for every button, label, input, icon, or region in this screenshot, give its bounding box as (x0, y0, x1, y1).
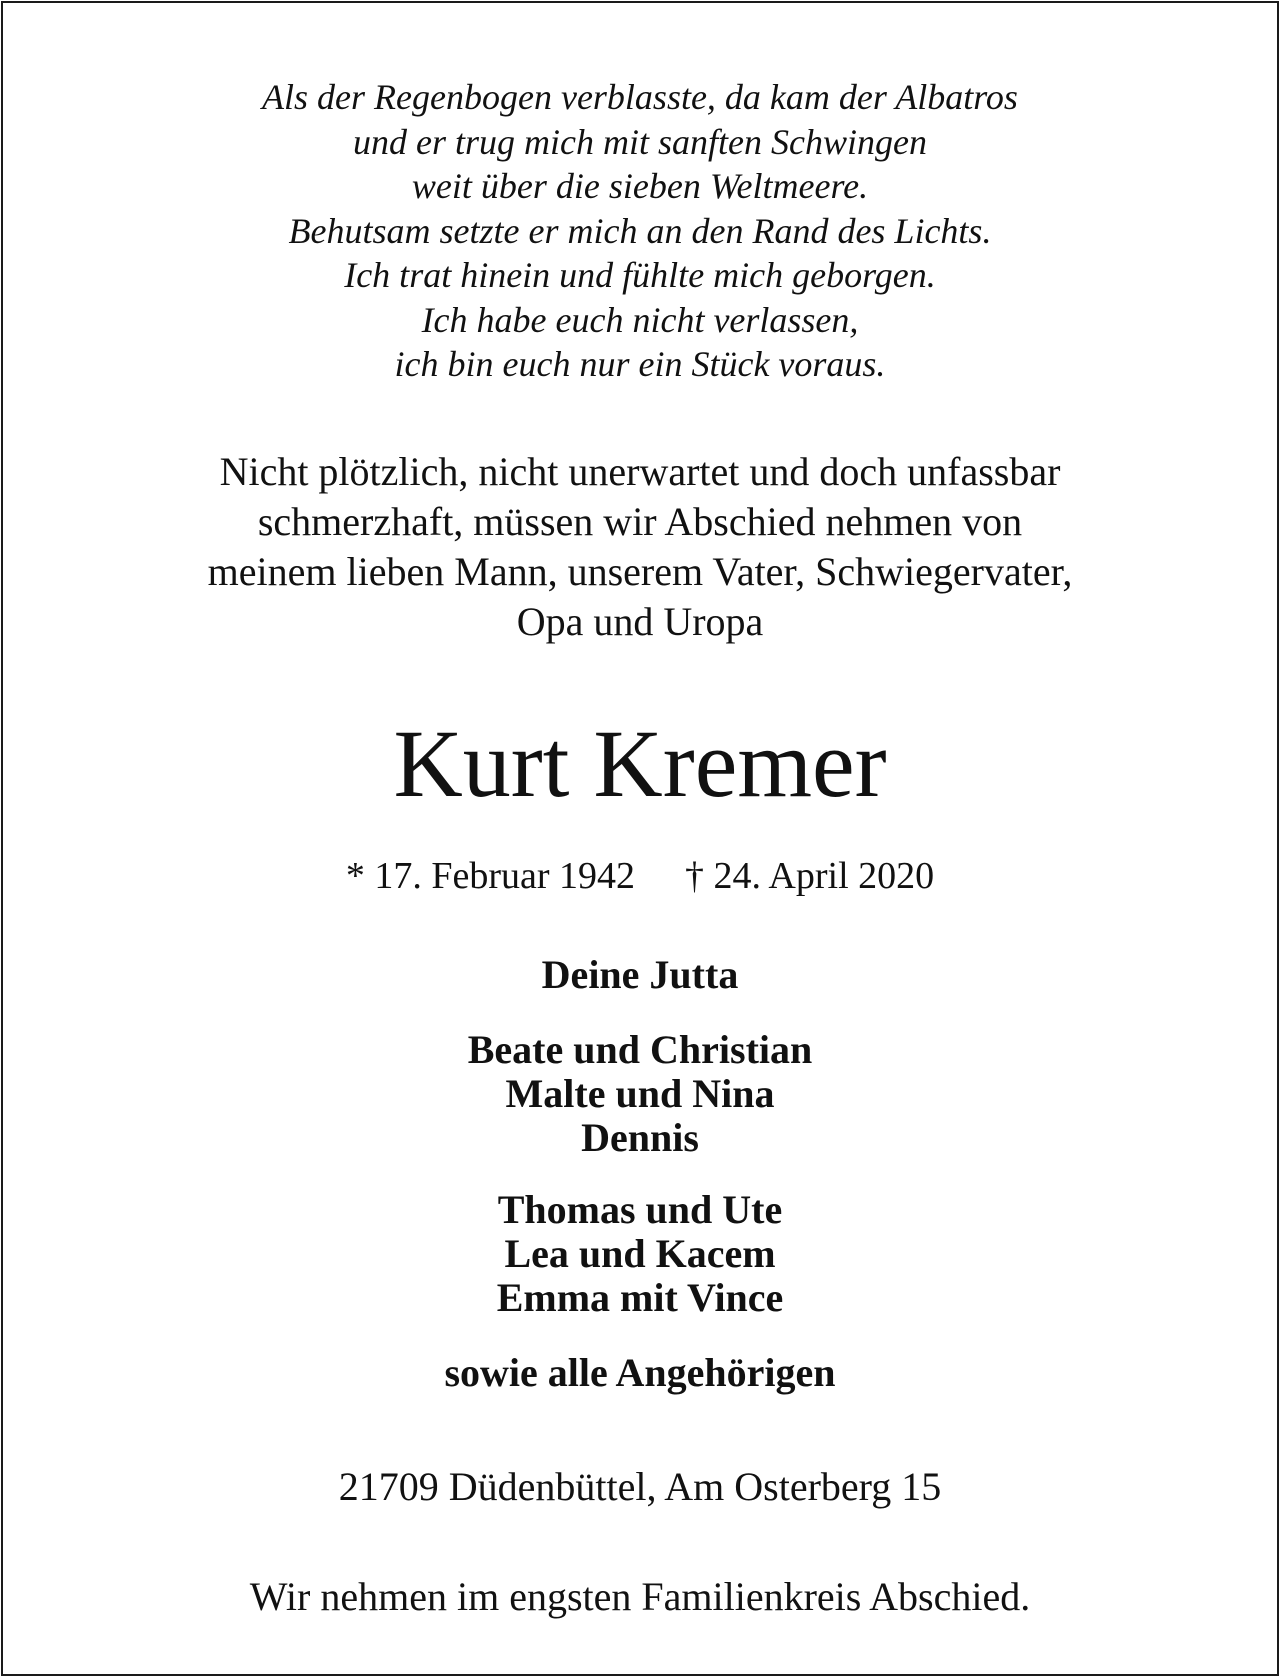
poem-line: Behutsam setzte er mich an den Rand des Lichts. (288, 210, 992, 251)
obituary-notice (1, 1, 1279, 1676)
mourner-line: Emma mit Vince (496, 1275, 784, 1320)
address: 21709 Düdenbüttel, Am Osterberg 15 (338, 1464, 942, 1509)
life-dates (3, 853, 1277, 899)
intro-line: Nicht plötzlich, nicht unerwartet und doch unfassbar (219, 449, 1061, 494)
mourner-spouse (3, 953, 1277, 997)
closing-note: Wir nehmen im engsten Familienkreis Abschied. (249, 1574, 1031, 1619)
mourner-line: Malte und Nina (505, 1071, 775, 1116)
poem-line: ich bin euch nur ein Stück voraus. (394, 344, 886, 384)
intro-line: Opa und Uropa (516, 599, 764, 644)
birth-date: * 17. Februar 1942 (345, 855, 636, 897)
intro-line: meinem lieben Mann, unserem Vater, Schwiegervater, (207, 549, 1073, 594)
mourner-line: Lea und Kacem (504, 1231, 776, 1276)
poem-line: weit über die sieben Weltmeere. (411, 166, 869, 206)
poem-line: Ich habe euch nicht verlassen, (421, 299, 859, 340)
death-date: † 24. April 2020 (685, 855, 935, 897)
mourner-line: Thomas und Ute (497, 1187, 783, 1232)
mourner-line: Beate und Christian (467, 1027, 813, 1072)
mourner-line: sowie alle Angehörigen (444, 1350, 836, 1395)
poem (3, 75, 1277, 387)
deceased-name: Kurt Kremer (393, 710, 887, 817)
mourner-family-2 (3, 1188, 1277, 1320)
intro-line: schmerzhaft, müssen wir Abschied nehmen von (257, 499, 1023, 544)
mourner-line: Dennis (581, 1115, 699, 1160)
poem-line: und er trug mich mit sanften Schwingen (353, 121, 927, 162)
intro-text (3, 447, 1277, 647)
mourner-line: Deine Jutta (541, 952, 739, 997)
poem-line: Ich trat hinein und fühlte mich geborgen. (344, 255, 936, 295)
mourner-family-1 (3, 1028, 1277, 1160)
poem-line: Als der Regenbogen verblasste, da kam der Albatros (262, 77, 1018, 117)
mourner-others (3, 1351, 1277, 1395)
